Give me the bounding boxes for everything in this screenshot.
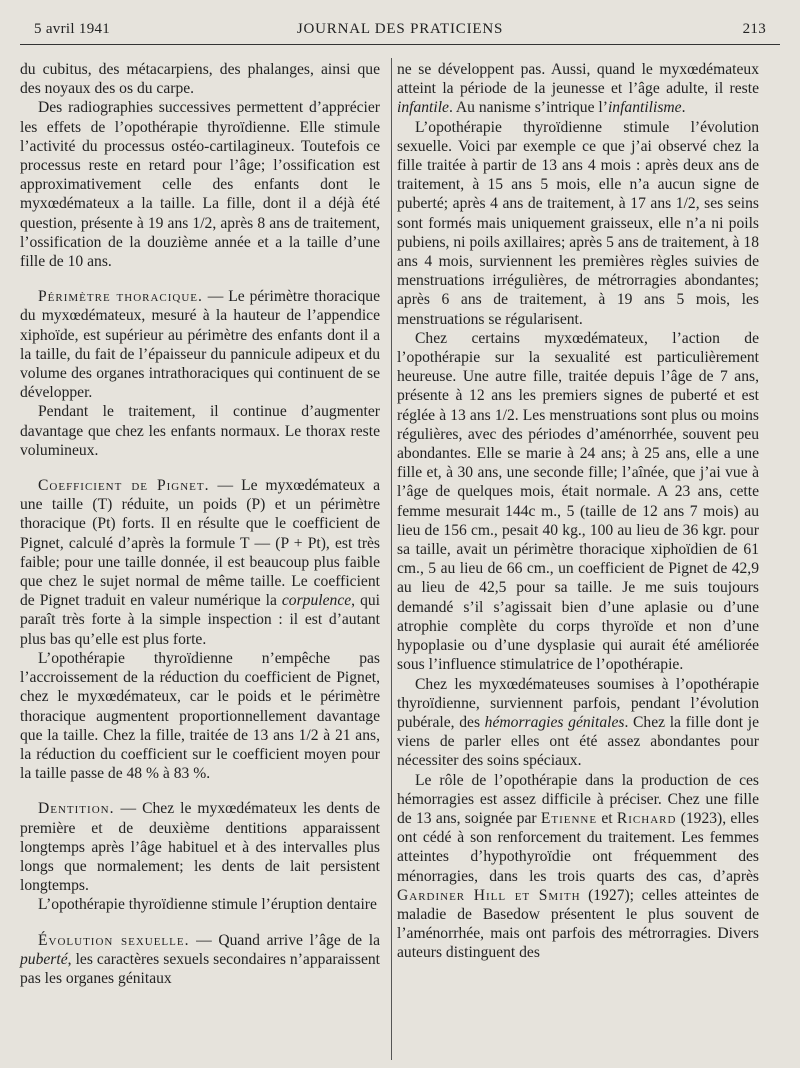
section-text: , les caractères sexuels secondaires n’apparaissent pas les organes génitaux [20, 950, 380, 987]
text: Le rôle de l’opothérapie dans la production de ces hémorragies est assez difficile à préciser. Chez une fille de 13 ans, soignée par [397, 771, 759, 827]
text: (1927); celles atteintes de maladie de Basedow présentent le plus souvent de l’aménorrhée, mais ont parfois des métrorragies. Divers auteurs distinguent des [397, 886, 759, 962]
author-name: Etienne [540, 809, 598, 827]
section-heading: Dentition. [38, 800, 115, 818]
section-dentition [20, 799, 380, 895]
issue-date: 5 avril 1941 [34, 21, 111, 37]
text: (1923), elles ont cédé à son renforcement du traitement. Les femmes atteintes d’hypothyroïdie ont fréquemment des ménorragies, dans les trois quarts des cas, d’après [397, 809, 759, 885]
section-text: — Le périmètre thoracique du myxœdémateux, mesuré à la hauteur de l’appendice xiphoïde, est supérieur au périmètre des enfants dont il a la taille, du fait de l’épaisseur du pannicule adipeux et du volume des organes intrathoraciques qui continuent de se développer. [20, 288, 380, 402]
emphasis: infantile [397, 99, 449, 117]
emphasis: hémorragies génitales [484, 713, 625, 731]
page-number: 213 [742, 21, 766, 37]
emphasis: puberté [20, 950, 68, 968]
section-text: — Chez le myxœdémateux les dents de première et de deuxième dentitions apparaissent longtemps après l’âge habituel et à des intervalles plus longs que normalement; les dents de lait persistent longtemps. [20, 800, 380, 895]
emphasis: infantilisme [607, 99, 682, 117]
section-text: , qui paraît très forte à la simple inspection : il est d’autant plus bas qu’elle est plus forte. [20, 592, 380, 648]
text: Chez les myxœdémateuses soumises à l’opothérapie thyroïdienne, surviennent parfois, pendant l’évolution pubérale, des [397, 675, 759, 731]
section-heading: Périmètre thoracique. [38, 288, 203, 306]
text: ne se développent pas. Aussi, quand le myxœdémateux atteint la période de la jeunesse et l’âge adulte, il reste [397, 61, 759, 98]
section-text: — Quand arrive l’âge de la [189, 931, 380, 949]
text: . Au nanisme s’intrique l’ [448, 99, 608, 117]
text: . [681, 99, 686, 117]
author-name: Richard [616, 809, 677, 827]
journal-title: JOURNAL DES PRATICIENS [296, 21, 504, 37]
text: . Chez la fille dont je viens de parler elles ont été assez abondantes pour nécessiter des soins spéciaux. [397, 713, 759, 770]
left-column [20, 60, 380, 1060]
section-heading: Coefficient de Pignet. [38, 477, 210, 495]
paragraph: du cubitus, des métacarpiens, des phalanges, ainsi que des noyaux des os du carpe. [20, 61, 380, 98]
section-perimetre [20, 287, 380, 402]
running-head [30, 18, 770, 42]
author-name: Gardiner Hill et Smith [397, 886, 581, 904]
right-column [397, 60, 759, 1060]
section-evolution [20, 931, 380, 989]
paragraph [397, 60, 759, 118]
paragraph: Chez certains myxœdémateux, l’action de l’opothérapie sur la sexualité est particulièrement heureuse. Une autre fille, traitée depuis l’âge de 7 ans, présente à 12 ans les premiers signes de puberté et est réglée à 13 ans 1/2. Les menstruations sont plus ou moins régulières, avec des périodes d’aménorrhée, souvent peu abondantes. Elle se marie à 24 ans; à 25 ans, elle a une fille et, à 30 ans, une seconde fille; l’aînée, que j’ai vue à l’âge de quelques mois, était normale. A 23 ans, cette femme mesurait 144c m., 5 (taille de 12 ans 7 mois) au lieu de 156 cm., pesait 40 kg., 100 au lieu de 36 kgr. pour sa taille, avait un périmètre thoracique xiphoïdien de 61 cm., 5 au lieu de 66 cm., un coefficient de Pignet de 42,9 au lieu de 42,5 pour sa taille. Je me suis toujours demandé s’il s’agissait bien d’une aplasie ou d’une atrophie complète du corps thyroïde et non d’une hypoplasie ou d’une dysplasie qui aurait été améliorée sous l’influence stimulatrice de l’opothérapie. [397, 329, 759, 674]
text: et [597, 809, 617, 827]
paragraph: L’opothérapie thyroïdienne n’empêche pas l’accroissement de la réduction du coefficient de Pignet, chez le myxœdémateux, car le poids et le périmètre thoracique augmentent proportionnellement davantage que la taille. Chez la fille, traitée de 13 ans 1/2 à 21 ans, la réduction du coefficient sur le coefficient moyen pour la taille passe de 48 % à 83 %. [20, 649, 380, 783]
paragraph [397, 675, 759, 771]
section-heading: Évolution sexuelle. [38, 931, 190, 949]
paragraph: Des radiographies successives permettent d’apprécier les effets de l’opothérapie thyroïdienne. Elle stimule l’activité du processus ostéo-cartilagineux. Toutefois ce processus reste en retard pour l’âge; l’ossification est approximativement celle des enfants dont le myxœdémateux a la taille. La fille, dont il a déjà été question, présente à 19 ans 1/2, après 8 ans de traitement, l’ossification de la douzième année et a la taille d’une fille de 10 ans. [20, 99, 380, 271]
emphasis: corpulence [281, 592, 352, 610]
paragraph [397, 771, 759, 963]
column-divider [391, 58, 392, 1060]
paragraph: Pendant le traitement, il continue d’augmenter davantage que chez les enfants normaux. Le thorax reste volumineux. [20, 403, 380, 459]
header-rule [20, 44, 780, 45]
paragraph: L’opothérapie thyroïdienne stimule l’éruption dentaire [38, 896, 377, 914]
section-text: — Le myxœdémateux a une taille (T) réduite, un poids (P) et un périmètre thoracique (Pt) forts. Il en résulte que le coefficient de Pignet, calculé d’après la formule T — (P + Pt), est très faible; pour une taille donnée, il est beaucoup plus faible que chez le sujet normal de même taille. Le coefficient de Pignet traduit en valeur numérique la [20, 477, 380, 610]
section-coefficient [20, 476, 380, 649]
paragraph: L’opothérapie thyroïdienne stimule l’évolution sexuelle. Voici par exemple ce que j’ai observé chez la fille traitée à partir de 13 ans 4 mois : après deux ans de traitement, à 15 ans 5 mois, elle n’a aucun signe de puberté; après 4 ans de traitement, à 17 ans 1/2, ses seins sont formés mais uniquement graisseux, elle n’a ni poils pubiens, ni poils axillaires; après 5 ans de traitement, à 18 ans 4 mois, surviennent les premières règles suivies de menstruations irrégulières, de métrorragies abondantes; après 6 ans de traitement, à 19 ans 5 mois, les menstruations se régularisent. [397, 118, 759, 328]
